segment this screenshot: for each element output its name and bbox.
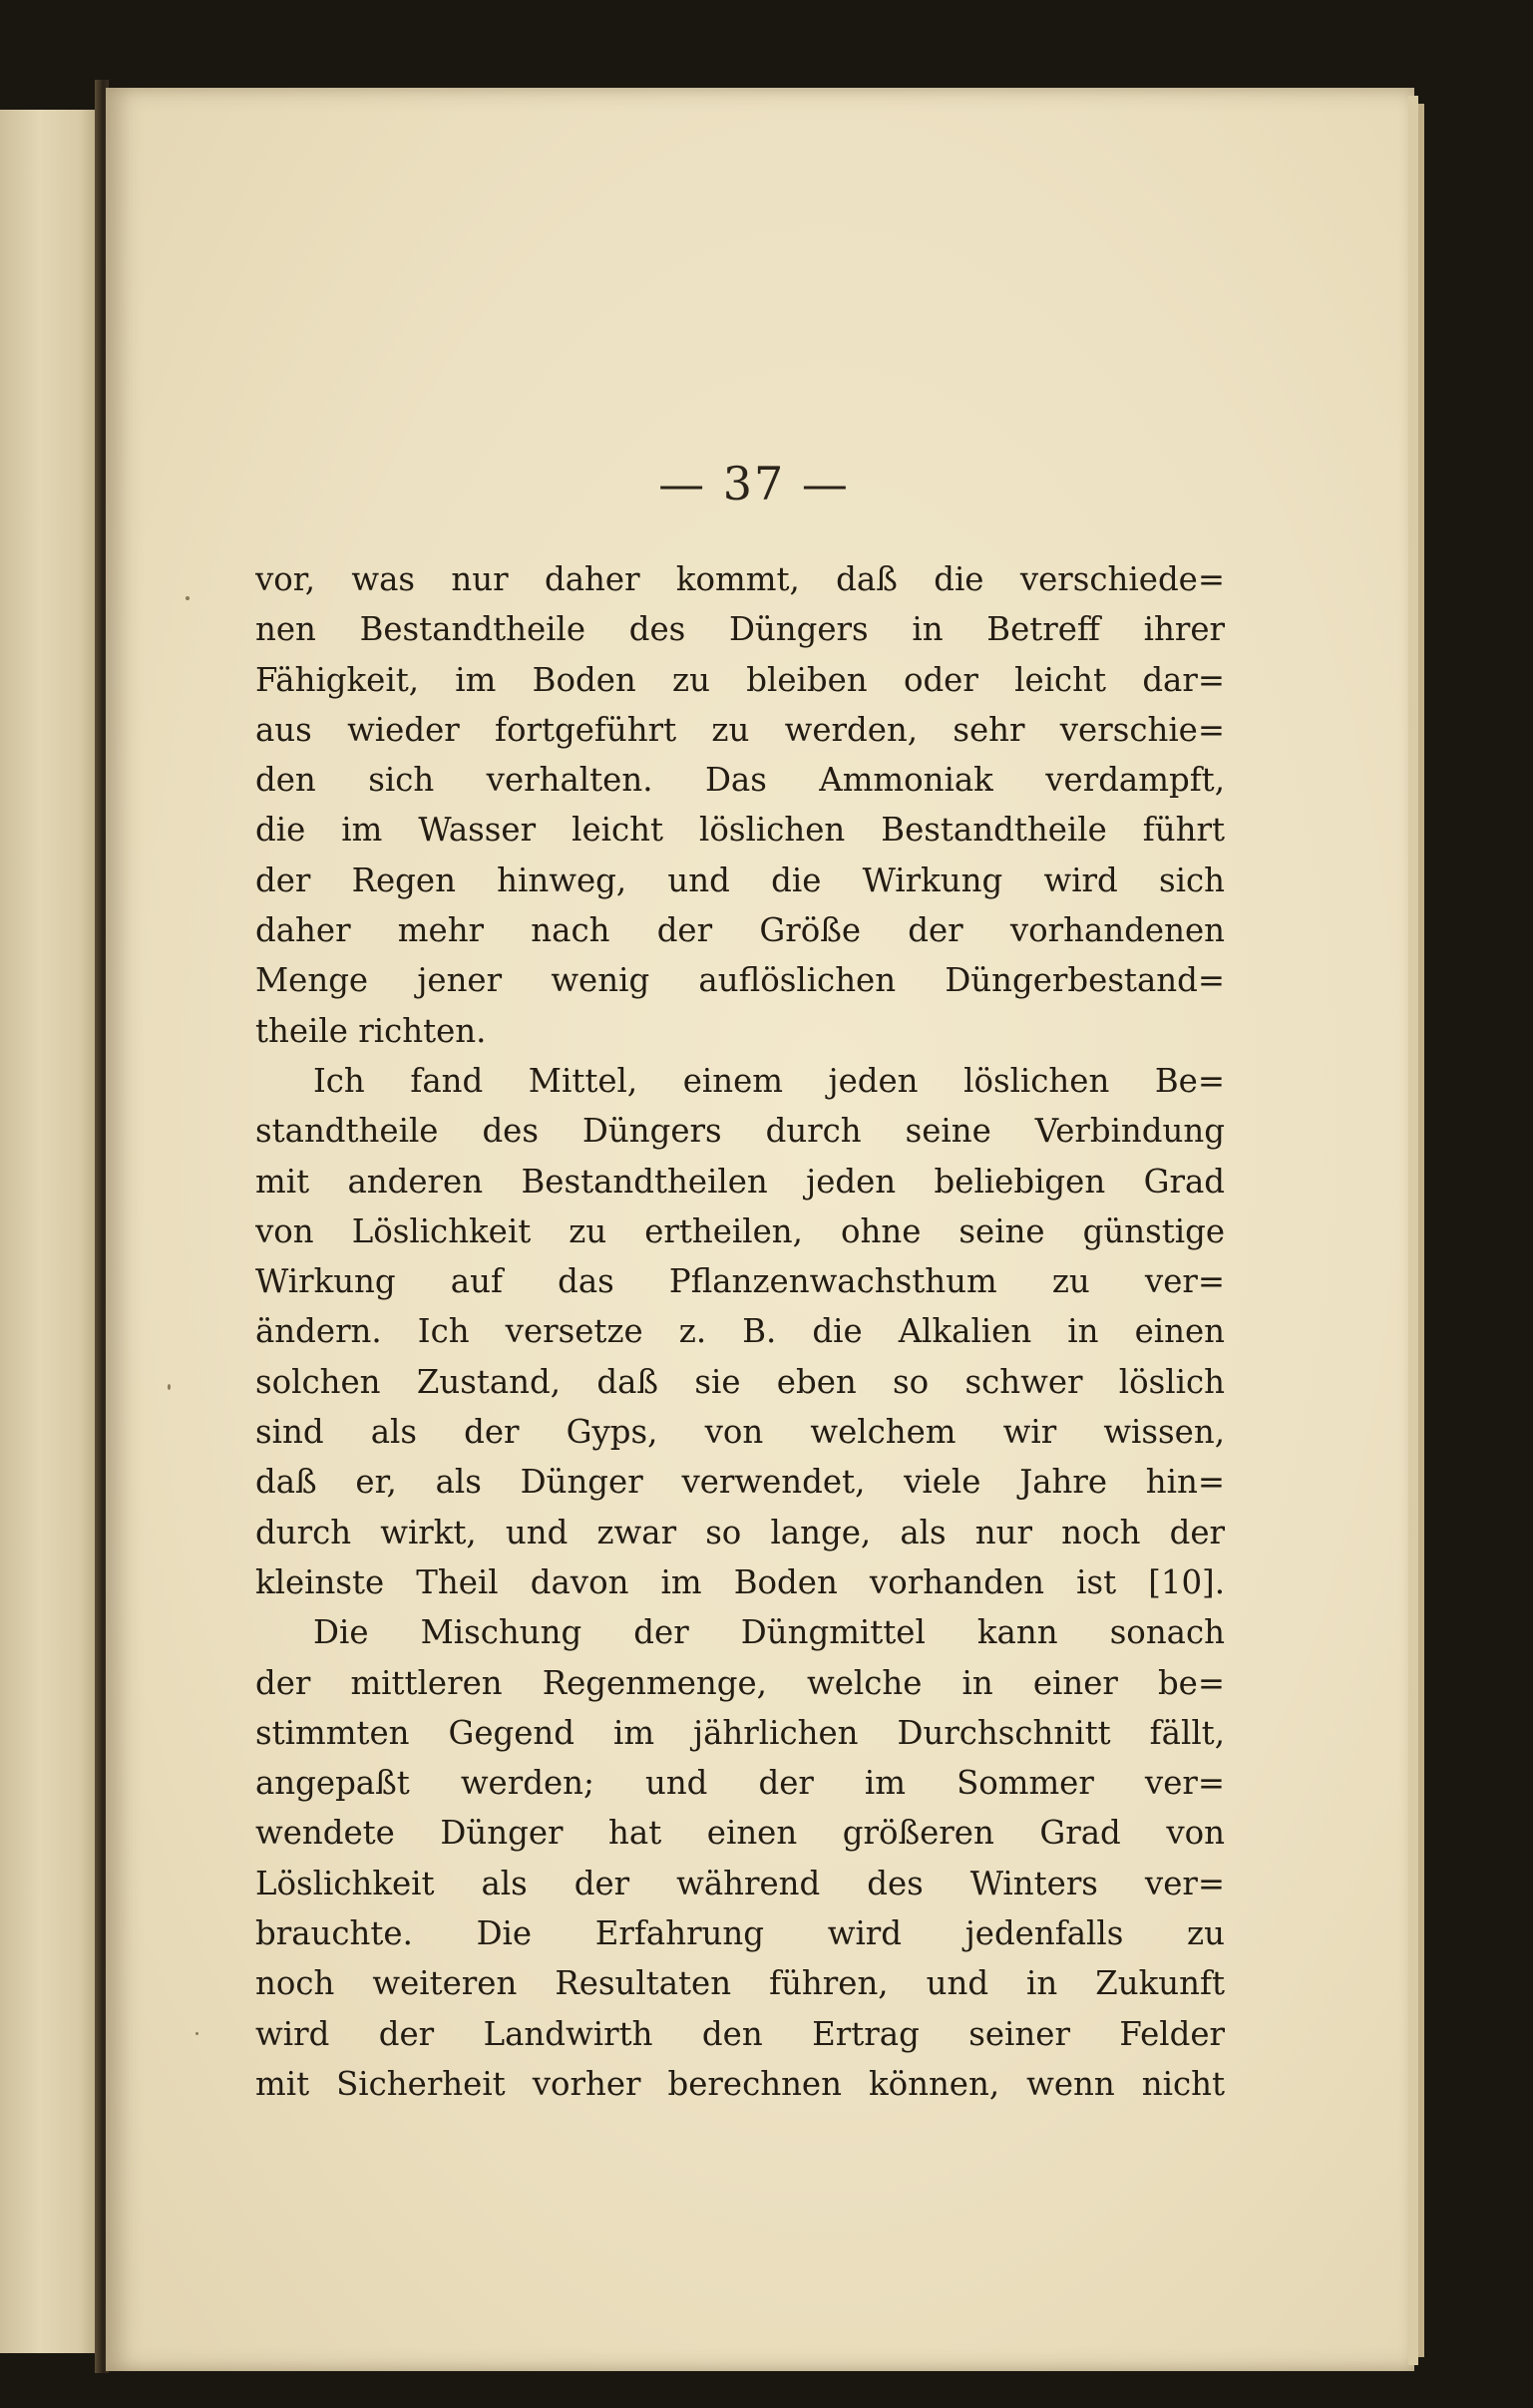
paper-speck (186, 596, 190, 600)
text-line: brauchte. Die Erfahrung wird jedenfalls zu (255, 1914, 1225, 1953)
text-line: die im Wasser leicht löslichen Bestandtheile führt (255, 811, 1225, 850)
text-line: Die Mischung der Düngmittel kann sonach (313, 1613, 1225, 1652)
text-line: der mittleren Regenmenge, welche in einer be= (255, 1663, 1225, 1702)
page-edge-layer (1418, 104, 1424, 2357)
text-line: den sich verhalten. Das Ammoniak verdampft, (255, 761, 1225, 800)
text-line: mit Sicherheit vorher berechnen können, wenn nicht (255, 2064, 1225, 2103)
text-line: durch wirkt, und zwar so lange, als nur noch der (255, 1513, 1225, 1551)
text-line: wird der Landwirth den Ertrag seiner Felder (255, 2014, 1225, 2053)
text-line: daher mehr nach der Größe der vorhandenen (255, 911, 1225, 950)
text-line: ändern. Ich versetze z. B. die Alkalien in einen (255, 1312, 1225, 1351)
text-line: standtheile des Düngers durch seine Verbindung (255, 1112, 1225, 1151)
text-line: Löslichkeit als der während des Winters ver= (255, 1864, 1225, 1902)
text-line: Menge jener wenig auflöslichen Düngerbestand= (255, 961, 1225, 1000)
book-page (106, 88, 1414, 2371)
text-line: von Löslichkeit zu ertheilen, ohne seine günstige (255, 1211, 1225, 1250)
text-line: Fähigkeit, im Boden zu bleiben oder leicht dar= (255, 660, 1225, 699)
paper-speck (195, 2032, 198, 2035)
text-line: vor, was nur daher kommt, daß die verschiede= (255, 560, 1225, 598)
body-text (255, 554, 1225, 2109)
text-line: wendete Dünger hat einen größeren Grad von (255, 1814, 1225, 1853)
text-line: solchen Zustand, daß sie eben so schwer löslich (255, 1362, 1225, 1401)
page-number: — 37 — (658, 457, 850, 511)
text-line: mit anderen Bestandtheilen jeden beliebigen Grad (255, 1162, 1225, 1201)
text-line: theile richten. (255, 1011, 487, 1050)
page-edge-layer (1408, 96, 1418, 2365)
text-line: angepaßt werden; und der im Sommer ver= (255, 1764, 1225, 1803)
text-line: der Regen hinweg, und die Wirkung wird sich (255, 860, 1225, 899)
text-line: stimmten Gegend im jährlichen Durchschnitt fällt, (255, 1713, 1225, 1752)
text-line: Ich fand Mittel, einem jeden löslichen Be= (313, 1061, 1225, 1100)
text-line: sind als der Gyps, von welchem wir wissen, (255, 1413, 1225, 1452)
text-line: Wirkung auf das Pflanzenwachsthum zu ver= (255, 1262, 1225, 1301)
text-line: kleinste Theil davon im Boden vorhanden ist [10]. (255, 1562, 1225, 1601)
text-line: noch weiteren Resultaten führen, und in Zukunft (255, 1964, 1225, 2003)
text-line: nen Bestandtheile des Düngers in Betreff ihrer (255, 610, 1225, 649)
text-line: daß er, als Dünger verwendet, viele Jahre hin= (255, 1463, 1225, 1502)
text-line: aus wieder fortgeführt zu werden, sehr verschie= (255, 710, 1225, 749)
paper-speck (168, 1384, 171, 1390)
previous-page-edge (0, 110, 100, 2353)
